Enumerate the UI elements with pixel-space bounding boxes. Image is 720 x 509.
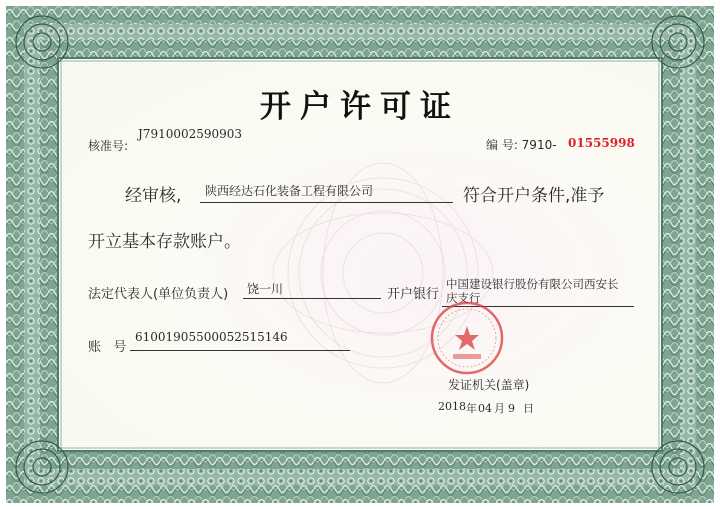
account-underline xyxy=(130,350,350,351)
date-day: 9 xyxy=(508,402,515,415)
issuer-label: 发证机关(盖章) xyxy=(448,378,530,392)
serial-number: 01555998 xyxy=(568,136,635,150)
date-day-unit: 日 xyxy=(523,402,534,415)
representative-underline xyxy=(243,298,381,299)
account-type-statement: 开立基本存款账户。 xyxy=(88,232,241,252)
date-month: 04 xyxy=(478,402,492,415)
legal-representative-label: 法定代表人(单位负责人) xyxy=(88,287,229,302)
bank-label: 开户银行 xyxy=(387,287,440,302)
legal-representative-name: 饶一川 xyxy=(247,282,284,296)
company-underline xyxy=(200,202,453,203)
approved-suffix: 符合开户条件,准予 xyxy=(463,186,605,206)
date-year: 2018 xyxy=(438,400,466,413)
approval-number: J7910002590903 xyxy=(138,127,243,141)
approved-prefix: 经审核, xyxy=(125,186,182,206)
date-year-unit: 年 xyxy=(466,402,477,415)
bank-name-line1: 中国建设银行股份有限公司西安长 xyxy=(446,277,619,291)
official-seal xyxy=(428,298,506,378)
certificate-title: 开户许可证 xyxy=(260,89,460,125)
account-number: 61001905500052515146 xyxy=(135,330,288,344)
serial-number-label: 编 号: 7910- xyxy=(486,138,557,152)
company-name: 陕西经达石化装备工程有限公司 xyxy=(205,184,374,198)
bank-name-line2: 庆支行 xyxy=(446,291,481,305)
account-label: 账 号 xyxy=(88,340,127,355)
date-month-unit: 月 xyxy=(494,402,505,415)
approval-number-label: 核准号: xyxy=(88,139,129,153)
